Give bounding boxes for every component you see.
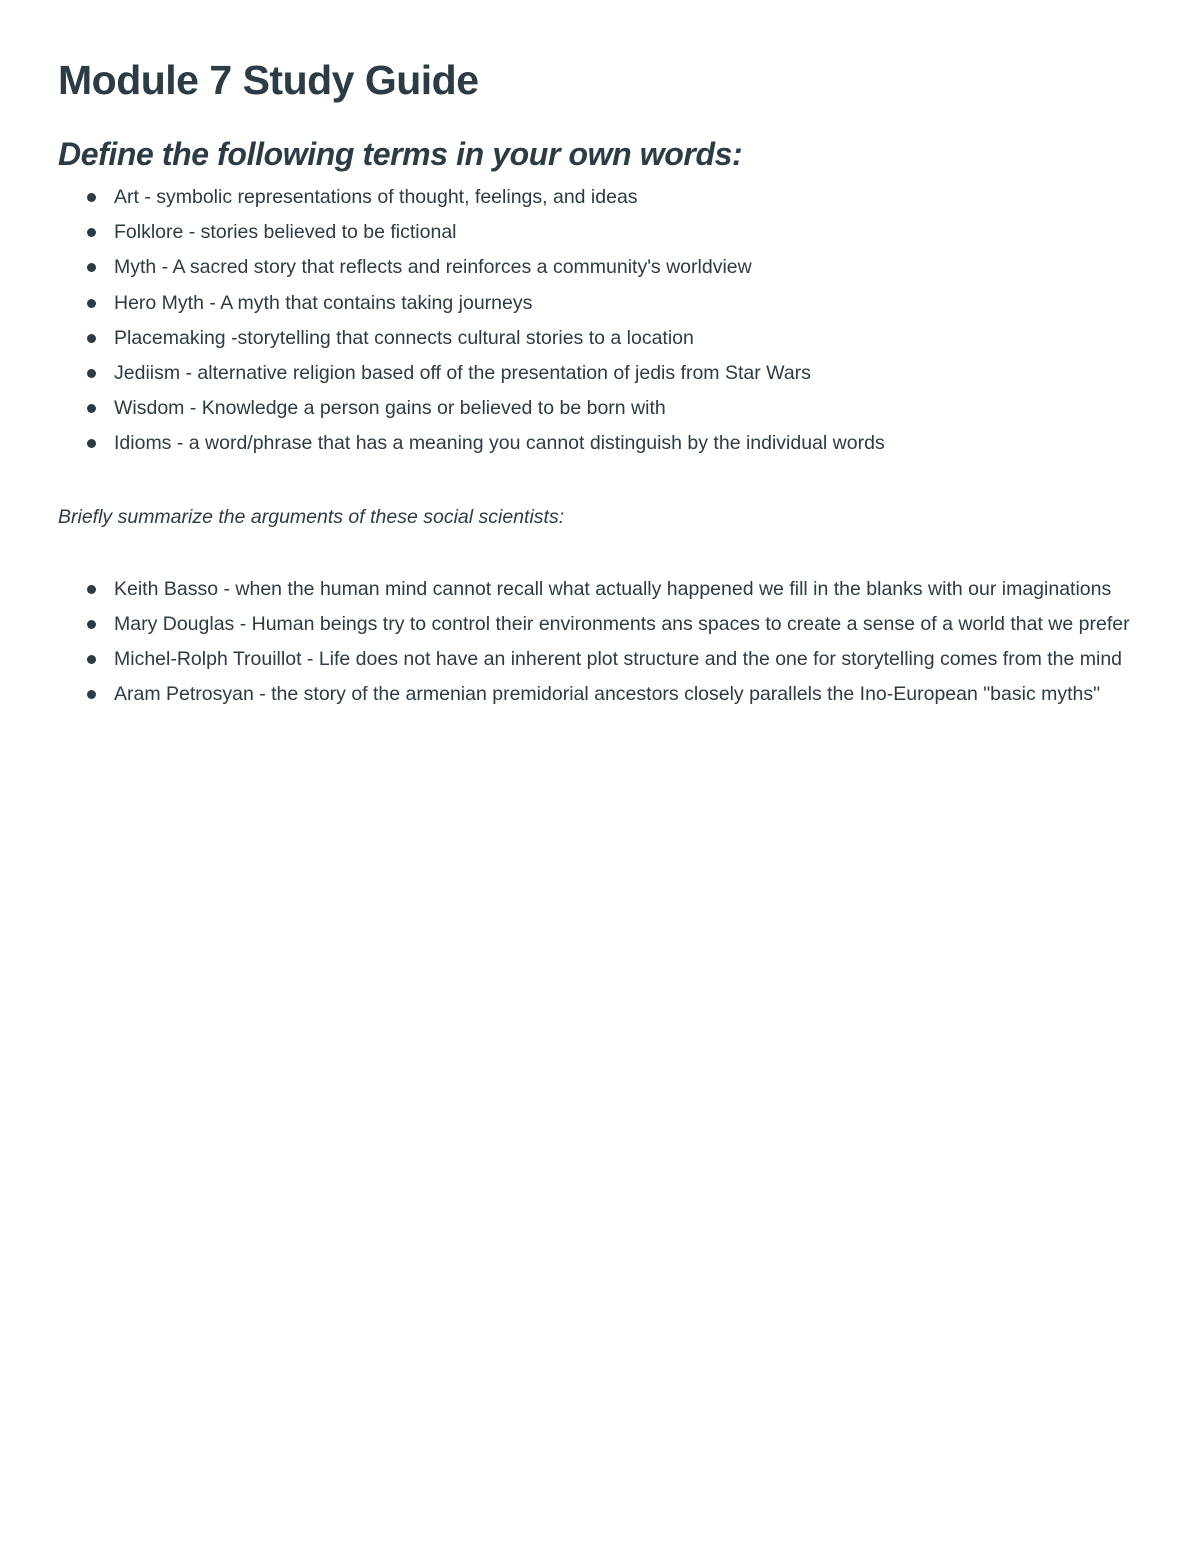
term-myth: Myth - A sacred story that reflects and reinforces a community's worldview <box>58 250 1138 285</box>
study-guide-page <box>58 52 1138 712</box>
scientist-mary-douglas: Mary Douglas - Human beings try to control their environments ans spaces to create a sense of a world that we prefer <box>58 607 1138 642</box>
term-idioms: Idioms - a word/phrase that has a meaning you cannot distinguish by the individual words <box>58 426 1138 461</box>
scientist-michel-rolph-trouillot: Michel-Rolph Trouillot - Life does not have an inherent plot structure and the one for storytelling comes from the mind <box>58 642 1138 677</box>
term-folklore: Folklore - stories believed to be fictional <box>58 215 1138 250</box>
terms-section-heading: Define the following terms in your own words: <box>58 136 743 172</box>
scientists-prompt: Briefly summarize the arguments of these social scientists: <box>58 505 565 528</box>
page-title: Module 7 Study Guide <box>58 57 479 103</box>
term-jediism: Jediism - alternative religion based off of the presentation of jedis from Star Wars <box>58 356 1138 391</box>
terms-list <box>58 180 1138 462</box>
scientist-aram-petrosyan: Aram Petrosyan - the story of the armenian premidorial ancestors closely parallels the Ino-European "basic myths" <box>58 677 1138 712</box>
scientist-keith-basso: Keith Basso - when the human mind cannot recall what actually happened we fill in the blanks with our imaginations <box>58 572 1138 607</box>
term-art: Art - symbolic representations of thought, feelings, and ideas <box>58 180 1138 215</box>
scientists-list <box>58 572 1138 713</box>
term-placemaking: Placemaking -storytelling that connects cultural stories to a location <box>58 321 1138 356</box>
term-hero-myth: Hero Myth - A myth that contains taking journeys <box>58 286 1138 321</box>
term-wisdom: Wisdom - Knowledge a person gains or believed to be born with <box>58 391 1138 426</box>
